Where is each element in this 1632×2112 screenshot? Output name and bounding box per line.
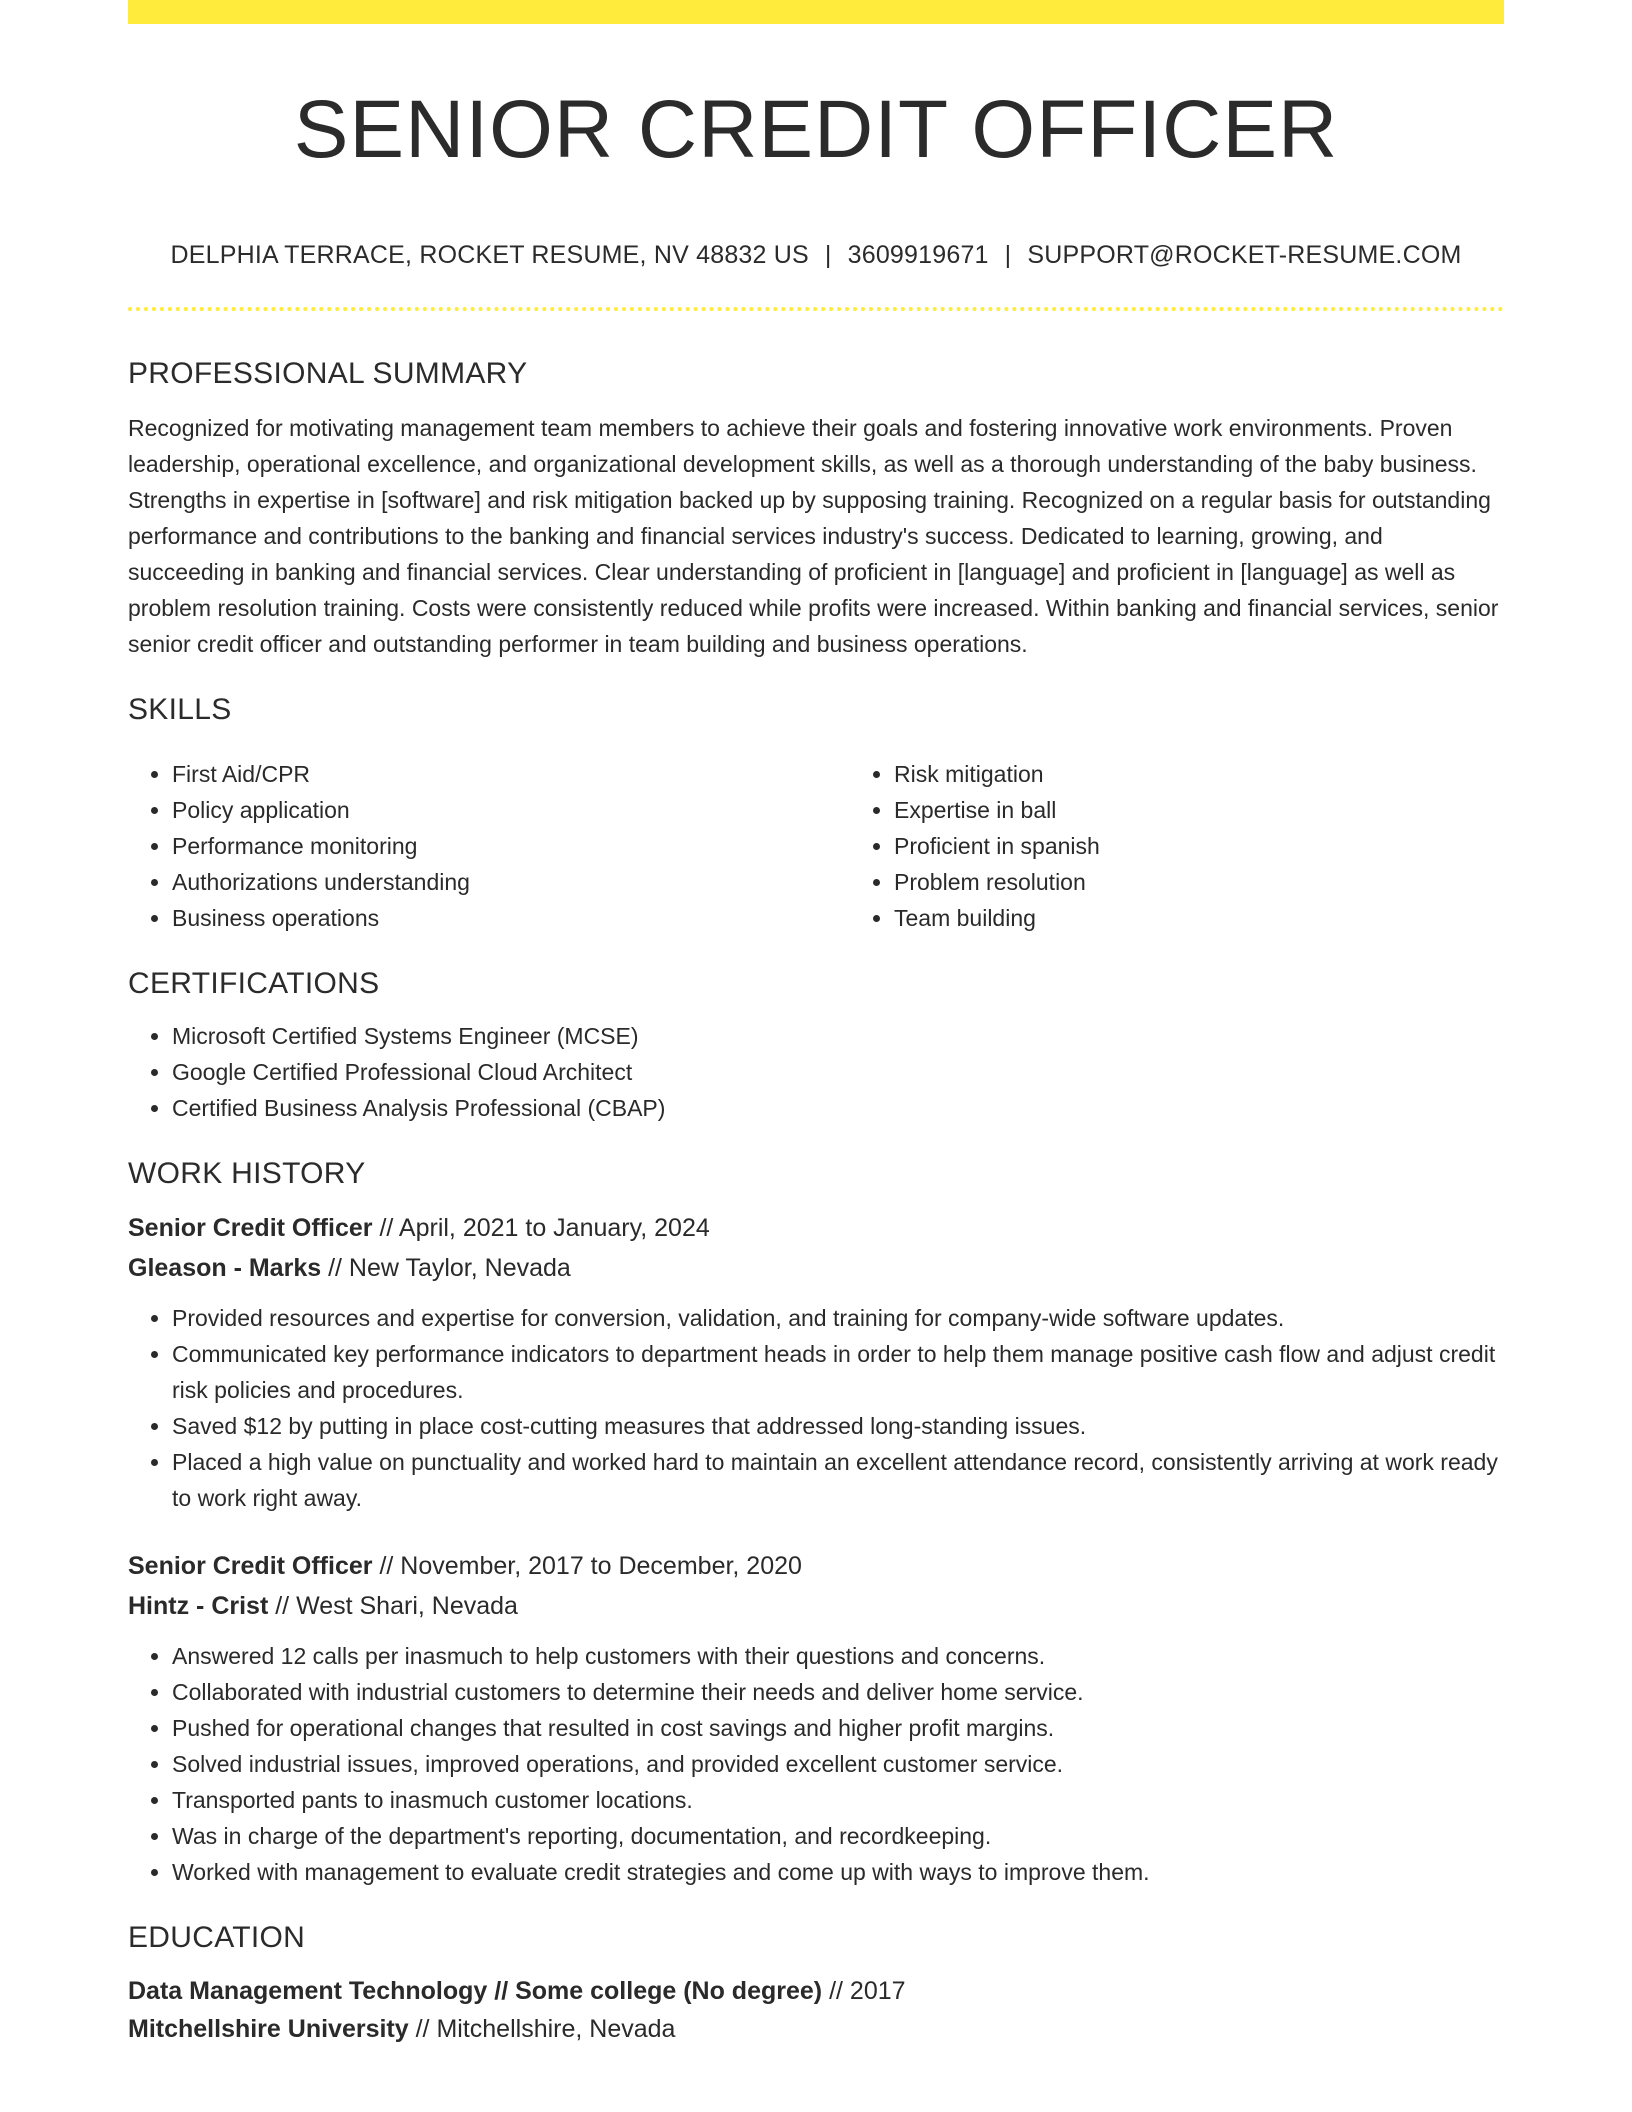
accent-top-bar [128,0,1504,24]
job-bullet: • Collaborated with industrial customers to determine their needs and deliver home service. [172,1674,1504,1710]
certification-item: • Google Certified Professional Cloud Architect [172,1054,1504,1090]
skill-item: • Business operations [172,900,850,936]
job-company-line [128,1586,1504,1626]
section-heading-summary: PROFESSIONAL SUMMARY [128,357,528,390]
education-degree: Data Management Technology // Some college (No degree) [128,1977,823,2005]
work-history-section [128,1152,1504,1890]
job-bullet: • Solved industrial issues, improved operations, and provided excellent customer service. [172,1746,1504,1782]
section-heading-certifications: CERTIFICATIONS [128,967,380,1000]
section-heading-skills: SKILLS [128,693,232,726]
job-bullets [128,1638,1504,1890]
education-degree-line [128,1972,1504,2010]
skill-item: • Team building [894,900,1572,936]
contact-separator: | [824,241,832,269]
skill-item: • Expertise in ball [894,792,1572,828]
job-location: // West Shari, Nevada [275,1592,518,1620]
job-bullet: • Provided resources and expertise for conversion, validation, and training for company-wide software updates. [172,1300,1504,1336]
skill-item: • First Aid/CPR [172,756,850,792]
skill-item: • Authorizations understanding [172,864,850,900]
skills-section [128,688,1504,936]
job-dates: // April, 2021 to January, 2024 [379,1214,710,1242]
job-bullet: • Saved $12 by putting in place cost-cutting measures that addressed long-standing issues. [172,1408,1504,1444]
job-bullet: • Transported pants to inasmuch customer locations. [172,1782,1504,1818]
skill-item: • Problem resolution [894,864,1572,900]
job-company-line [128,1248,1504,1288]
contact-address: DELPHIA TERRACE, ROCKET RESUME, NV 48832 US [170,241,809,269]
job-company: Gleason - Marks [128,1254,322,1282]
education-section [128,1916,1504,2048]
education-entry [128,1972,1504,2048]
job-title-line [128,1208,1504,1248]
certification-item: • Microsoft Certified Systems Engineer (MCSE) [172,1018,1504,1054]
education-year: // 2017 [829,1977,906,2005]
job-entry [128,1208,1504,1516]
job-bullets [128,1300,1504,1516]
certifications-list [128,1018,1504,1126]
contact-line [128,238,1504,272]
education-school-line [128,2010,1504,2048]
job-title: Senior Credit Officer [128,1214,373,1242]
job-entry [128,1546,1504,1890]
skill-item: • Performance monitoring [172,828,850,864]
job-dates: // November, 2017 to December, 2020 [379,1552,802,1580]
dotted-divider [128,307,1504,311]
certifications-section [128,962,1504,1126]
skill-item: • Policy application [172,792,850,828]
skill-item: • Proficient in spanish [894,828,1572,864]
resume-body [128,352,1504,2048]
job-bullet: • Pushed for operational changes that resulted in cost savings and higher profit margins. [172,1710,1504,1746]
job-bullet: • Answered 12 calls per inasmuch to help customers with their questions and concerns. [172,1638,1504,1674]
certification-item: • Certified Business Analysis Professional (CBAP) [172,1090,1504,1126]
contact-phone: 3609919671 [847,241,989,269]
education-location: // Mitchellshire, Nevada [415,2015,676,2043]
summary-section [128,352,1504,662]
contact-email: SUPPORT@ROCKET-RESUME.COM [1027,241,1462,269]
job-bullet: • Worked with management to evaluate credit strategies and come up with ways to improve them. [172,1854,1504,1890]
skills-list-right [850,756,1572,936]
contact-separator: | [1004,241,1012,269]
job-bullet: • Communicated key performance indicators to department heads in order to help them manage positive cash flow and adjust credit risk policies and procedures. [172,1336,1504,1408]
job-bullet: • Was in charge of the department's reporting, documentation, and recordkeeping. [172,1818,1504,1854]
education-school: Mitchellshire University [128,2015,409,2043]
resume-title: SENIOR CREDIT OFFICER [293,84,1339,175]
section-heading-work-history: WORK HISTORY [128,1157,366,1190]
job-company: Hintz - Crist [128,1592,269,1620]
skills-columns [128,744,1504,936]
skills-list-left [128,756,850,936]
job-bullet: • Placed a high value on punctuality and worked hard to maintain an excellent attendance record, consistently arriving at work ready to work right away. [172,1444,1504,1516]
summary-text: Recognized for motivating management team members to achieve their goals and fostering innovative work environments. Proven leadership, operational excellence, and organizational development skills, as well as a thorough understanding of the baby business. Strengths in expertise in [software] and risk mitigation backed up by supposing training. Recognized on a regular basis for outstanding performance and contributions to the banking and financial services industry's success. Dedicated to learning, growing, and succeeding in banking and financial services. Clear understanding of proficient in [language] and proficient in [language] as well as problem resolution training. Costs were consistently reduced while profits were increased. Within banking and financial services, senior senior credit officer and outstanding performer in team building and business operations. [128,415,1499,657]
job-title-line [128,1546,1504,1586]
job-location: // New Taylor, Nevada [328,1254,571,1282]
skill-item: • Risk mitigation [894,756,1572,792]
section-heading-education: EDUCATION [128,1921,306,1954]
job-title: Senior Credit Officer [128,1552,373,1580]
